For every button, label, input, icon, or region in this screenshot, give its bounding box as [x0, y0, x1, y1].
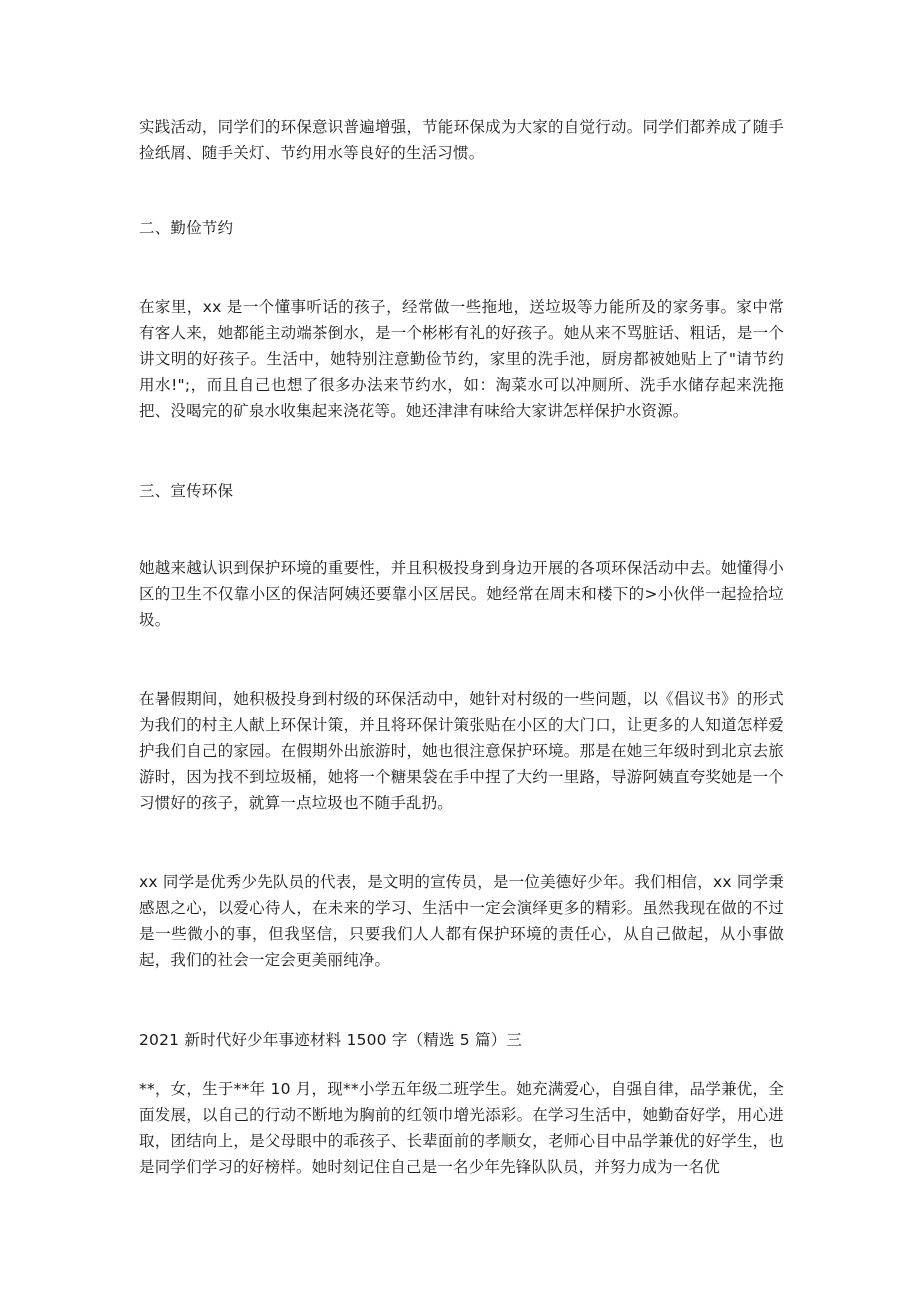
- paragraph-outstanding-pioneer: xx 同学是优秀少先队员的代表，是文明的宣传员，是一位美德好少年。我们相信，xx 同学秉感恩之心，以爱心待人，在未来的学习、生活中一定会演绎更多的精彩。虽然我现在做的不过是一些微小的事，但我坚信，只要我们人人都有保护环境的责任心，从自己做起，从小事做起，我们的社会一定会更美丽纯净。: [139, 873, 784, 969]
- paragraph-at-home: 在家里，xx 是一个懂事听话的孩子，经常做一些拖地，送垃圾等力能所及的家务事。家中常有客人来，她都能主动端茶倒水，是一个彬彬有礼的好孩子。她从来不骂脏话、粗话，是一个讲文明的好孩子。生活中，她特别注意勤俭节约，家里的洗手池，厨房都被她贴上了"请节约用水!";，而且自己也想了很多办法来节约水，如：淘菜水可以冲厕所、洗手水储存起来洗拖把、没喝完的矿泉水收集起来浇花等。她还津津有味给大家讲怎样保护水资源。: [139, 298, 784, 420]
- paragraph-practice-activities: 实践活动，同学们的环保意识普遍增强，节能环保成为大家的自觉行动。同学们都养成了随手捡纸屑、随手关灯、节约用水等良好的生活习惯。: [139, 118, 784, 162]
- section-heading-thrift: 二、勤俭节约: [139, 219, 234, 237]
- paragraph-student-profile: **，女，生于**年 10 月，现**小学五年级二班学生。她充满爱心，自强自律，品学兼优，全面发展，以自己的行动不断地为胸前的红领巾增光添彩。在学习生活中，她勤奋好学，用心进取，团结向上，是父母眼中的乖孩子、长辈面前的孝顺女，老师心目中品学兼优的好学生，也是同学们学习的好榜样。她时刻记住自己是一名少年先锋队队员，并努力成为一名优: [139, 1080, 784, 1176]
- article-heading-2021: 2021 新时代好少年事迹材料 1500 字（精选 5 篇）三: [139, 1031, 523, 1049]
- section-heading-promote-environment: 三、宣传环保: [139, 482, 234, 500]
- paragraph-summer-vacation: 在暑假期间，她积极投身到村级的环保活动中，她针对村级的一些问题，以《倡议书》的形式为我们的村主人献上环保计策，并且将环保计策张贴在小区的大门口，让更多的人知道怎样爱护我们自己的家园。在假期外出旅游时，她也很注意保护环境。那是在她三年级时到北京去旅游时，因为找不到垃圾桶，她将一个糖果袋在手中捏了大约一里路，导游阿姨直夸奖她是一个习惯好的孩子，就算一点垃圾也不随手乱扔。: [139, 690, 784, 812]
- paragraph-environment-awareness: 她越来越认识到保护环境的重要性，并且积极投身到身边开展的各项环保活动中去。她懂得小区的卫生不仅靠小区的保洁阿姨还要靠小区居民。她经常在周末和楼下的>小伙伴一起捡拾垃圾。: [139, 559, 784, 629]
